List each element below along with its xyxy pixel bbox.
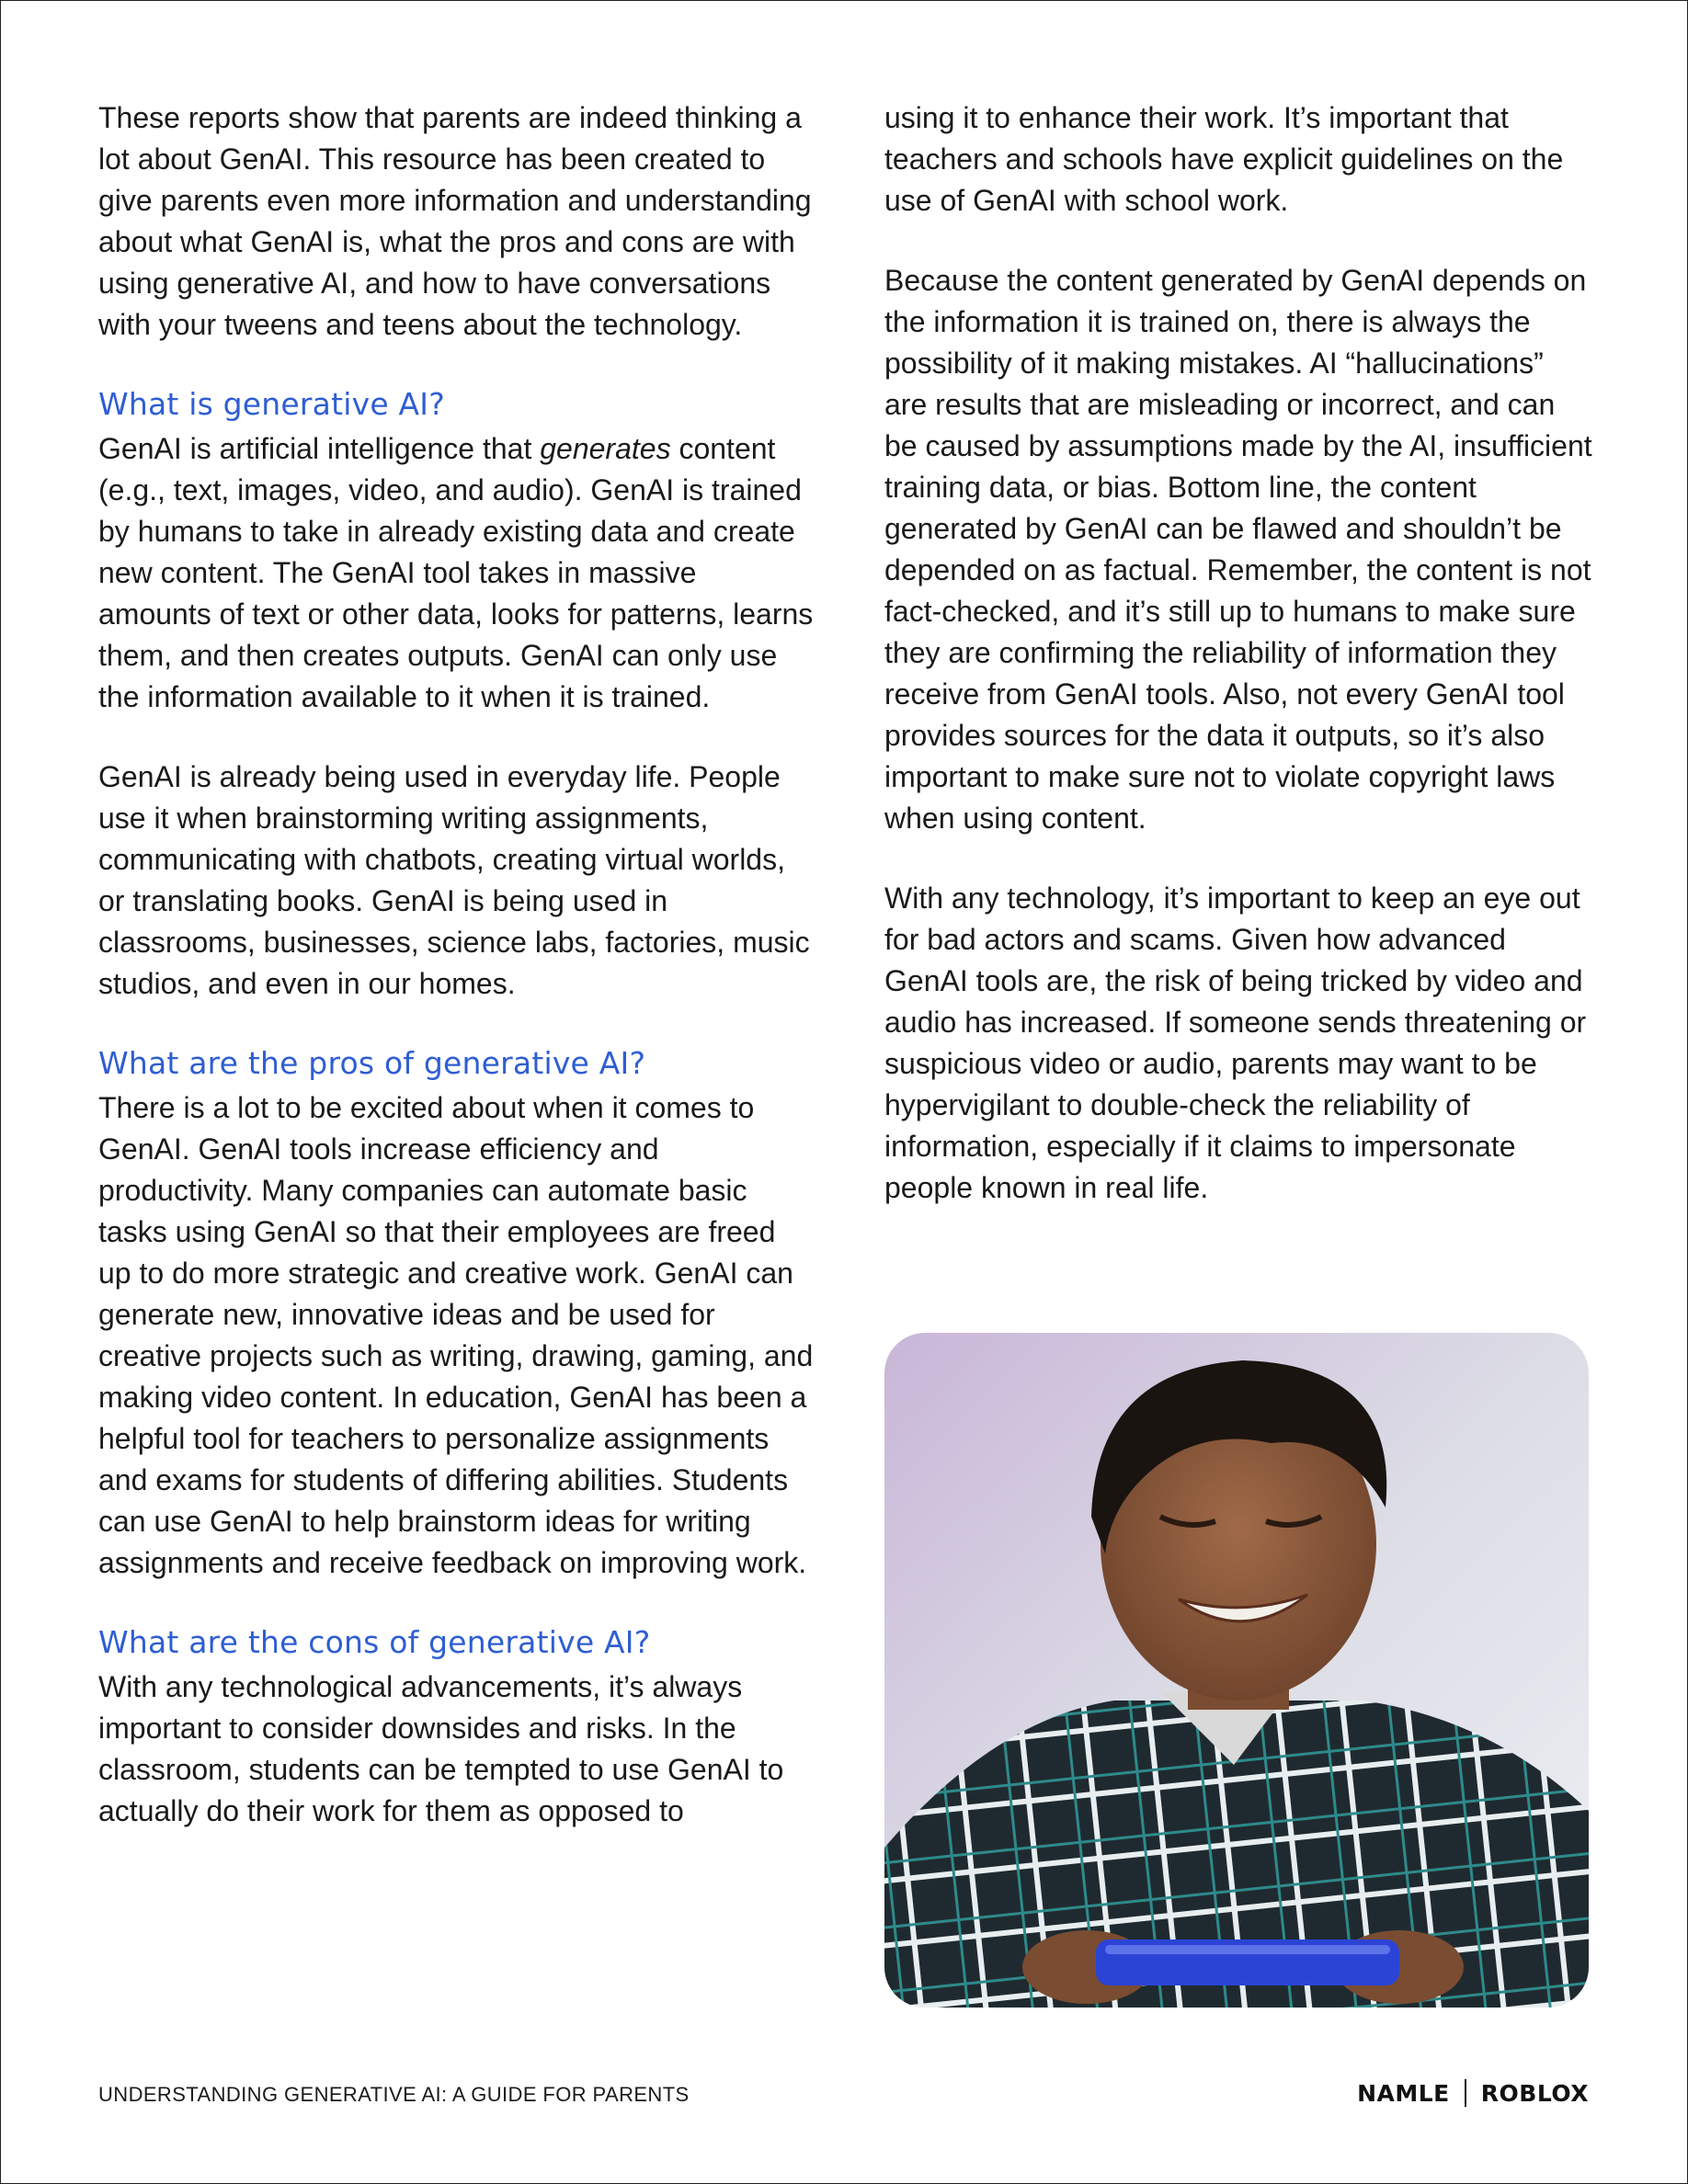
cons-paragraph: With any technological advancements, it’s always important to consider downsides and risks. In the classroom, students can be tempted to use GenAI to actually do their work for them as opposed to [98, 1670, 784, 1827]
heading-pros: What are the pros of generative AI? [98, 1045, 646, 1081]
pros-paragraph: There is a lot to be excited about when it comes to GenAI. GenAI tools increase efficiency and productivity. Many companies can automate basic tasks using GenAI so that their employees are freed up to do more strategic and creative work. GenAI can generate new, innovative ideas and be used for creative projects such as writing, drawing, gaming, and making video content. In education, GenAI has been a helpful tool for teachers to personalize assignments and exams for students of differing abilities. Students can use GenAI to help brainstorm ideas for writing assignments and receive feedback on improving work. [98, 1091, 814, 1579]
left-column [98, 97, 815, 1832]
hallucinations-paragraph: Because the content generated by GenAI depends on the information it is trained on, there is always the possibility of it making mistakes. AI “hallucinations” are results that are misleading or incorrect, and can be caused by assumptions made by the AI, insufficient training data, or bias. Bottom line, the content generated by GenAI can be flawed and shouldn’t be depended on as factual. Remember, the content is not fact-checked, and it’s still up to humans to make sure they are confirming the reliability of information they receive from GenAI tools. Also, not every GenAI tool provides sources for the data it outputs, so it’s also important to make sure not to violate copyright laws when using content. [884, 264, 1592, 835]
photo-teen-with-phone [884, 1333, 1589, 2008]
emphasis-generates: generates [540, 432, 671, 465]
cons-continued-paragraph: using it to enhance their work. It’s important that teachers and schools have explicit guidelines on the use of GenAI with school work. [884, 101, 1564, 217]
scams-paragraph: With any technology, it’s important to keep an eye out for bad actors and scams. Given how advanced GenAI tools are, the risk of being tricked by video and audio has increased. If someone sends threatening or suspicious video or audio, parents may want to be hypervigilant to double-check the reliability of information, especially if it claims to impersonate people known in real life. [884, 882, 1587, 1204]
what-is-paragraph-2: GenAI is already being used in everyday life. People use it when brainstorming writing assignments, communicating with chatbots, creating virtual worlds, or translating books. GenAI is being used in classrooms, businesses, science labs, factories, music studios, and even in our homes. [98, 760, 810, 1000]
namle-logo: NAMLE [1357, 2079, 1450, 2107]
heading-cons: What are the cons of generative AI? [98, 1624, 651, 1660]
what-is-text-b: content (e.g., text, images, video, and audio). GenAI is trained by humans to take in already existing data and create new content. The GenAI tool takes in massive amounts of text or other data, looks for patterns, learns them, and then creates outputs. GenAI can only use the information available to it when it is trained. [98, 432, 814, 713]
heading-what-is-genai: What is generative AI? [98, 386, 445, 422]
intro-paragraph: These reports show that parents are indeed thinking a lot about GenAI. This resource has been created to give parents even more information and understanding about what GenAI is, what the pros and cons are with using generative AI, and how to have conversations with your tweens and teens about the technology. [98, 101, 812, 341]
right-column [884, 97, 1592, 1209]
logo-divider [1465, 2079, 1466, 2107]
footer-document-title: UNDERSTANDING GENERATIVE AI: A GUIDE FOR PARENTS [98, 2083, 690, 2106]
photo-illustration [884, 1333, 1589, 2008]
roblox-logo: ROBLOX [1480, 2079, 1589, 2107]
what-is-text-a: GenAI is artificial intelligence that [98, 432, 541, 465]
what-is-paragraph-1 [98, 428, 815, 718]
footer-logos [1357, 2079, 1589, 2107]
